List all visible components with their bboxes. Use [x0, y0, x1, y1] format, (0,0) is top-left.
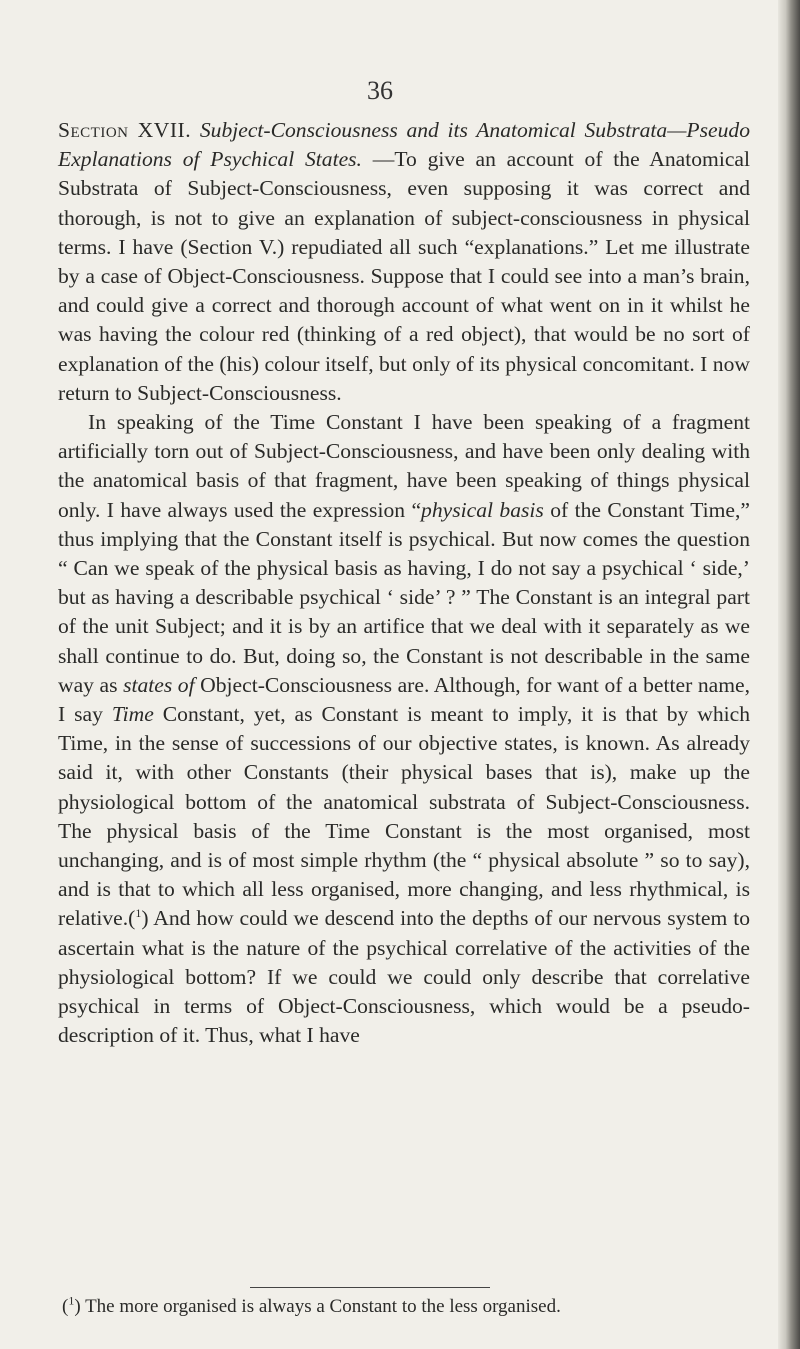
paragraph-2-text-d: Constant, yet, as Constant is meant to imply, it is that by which Time, in the sense of successions of our objective states, is known. As already said it, with other Constants (their physical bases that is), make up the physiological bottom of the anatomical substrata of Subject-Consciousness. The physical basis of the Time Constant is the most organised, most unchanging, and is of most simple rhythm (the “ physical absolute ” so to say), and is that to which all less organised, more changing, and less rhythmical, is relative.(	[58, 702, 750, 931]
emphasis-states-of: states of	[123, 672, 195, 697]
paragraph-2-text-a: In speaking of the Time Constant I have been speaking of a fragment artificially torn out of Subject-Consciousness, and have been only dealing with the anatomical basis of that fragment, have been speaking of things physical only. I have always used the expression “	[58, 410, 750, 522]
emphasis-time: Time	[111, 702, 154, 727]
paragraph-1-text: —To give an account of the Anatomical Substrata of Subject-Consciousness, even supposing it was correct and thorough, is not to give an explanation of subject-consciousness in physical terms. I have (Section V.) repudiated all such “explanations.” Let me illustrate by a case of Object-Consciousness. Suppose that I could see into a man’s brain, and could give a correct and thorough account of what went on in it whilst he was having the colour red (thinking of a red object), that would be no sort of explanation of the (his) colour itself, but only of its physical concomitant. I now return to Subject-Consciousness.	[58, 147, 750, 405]
footnote-divider	[250, 1287, 490, 1288]
footnote-reference: 1	[135, 906, 142, 921]
paragraph-1	[58, 116, 750, 408]
emphasis-physical-basis: physical basis	[421, 497, 544, 522]
footnote-text: The more organised is always a Constant to the less organised.	[85, 1296, 561, 1317]
footnote: ($^1$) The more organised is always a Constant to the less organised.	[62, 1293, 561, 1317]
page-edge-shadow	[778, 0, 800, 1349]
section-label: Section XVII.	[58, 118, 192, 142]
paragraph-2	[58, 408, 750, 1050]
paragraph-2-text-c: Object-Consciousness are. Although, for want of a better name, I say	[58, 672, 750, 727]
paragraph-2-text-b: of the Constant Time,” thus implying that the Constant itself is psychical. But now comes the question “ Can we speak of the physical basis as having, I do not say a psychical ‘ side,’ but as having a describable psychical ‘ side’ ? ” The Constant is an integral part of the unit Subject; and it is by an artifice that we deal with it separately as we shall continue to do. But, doing so, the Constant is not describable in the same way as	[58, 497, 751, 697]
paragraph-2-text-e: ) And how could we descend into the depths of our nervous system to ascertain what is the nature of the psychical correlative of the activities of the physiological bottom? If we could we could only describe that correlative psychical in terms of Object-Consciousness, which would be a pseudo-description of it. Thus, what I have	[58, 906, 750, 1048]
page-number: 36	[367, 76, 393, 105]
body-text	[58, 116, 750, 1051]
footnote-marker: 1	[68, 1293, 75, 1308]
section-title: Subject-Consciousness and its Anatomical Substrata—Pseudo Explanations of Psychical States.	[58, 118, 750, 172]
